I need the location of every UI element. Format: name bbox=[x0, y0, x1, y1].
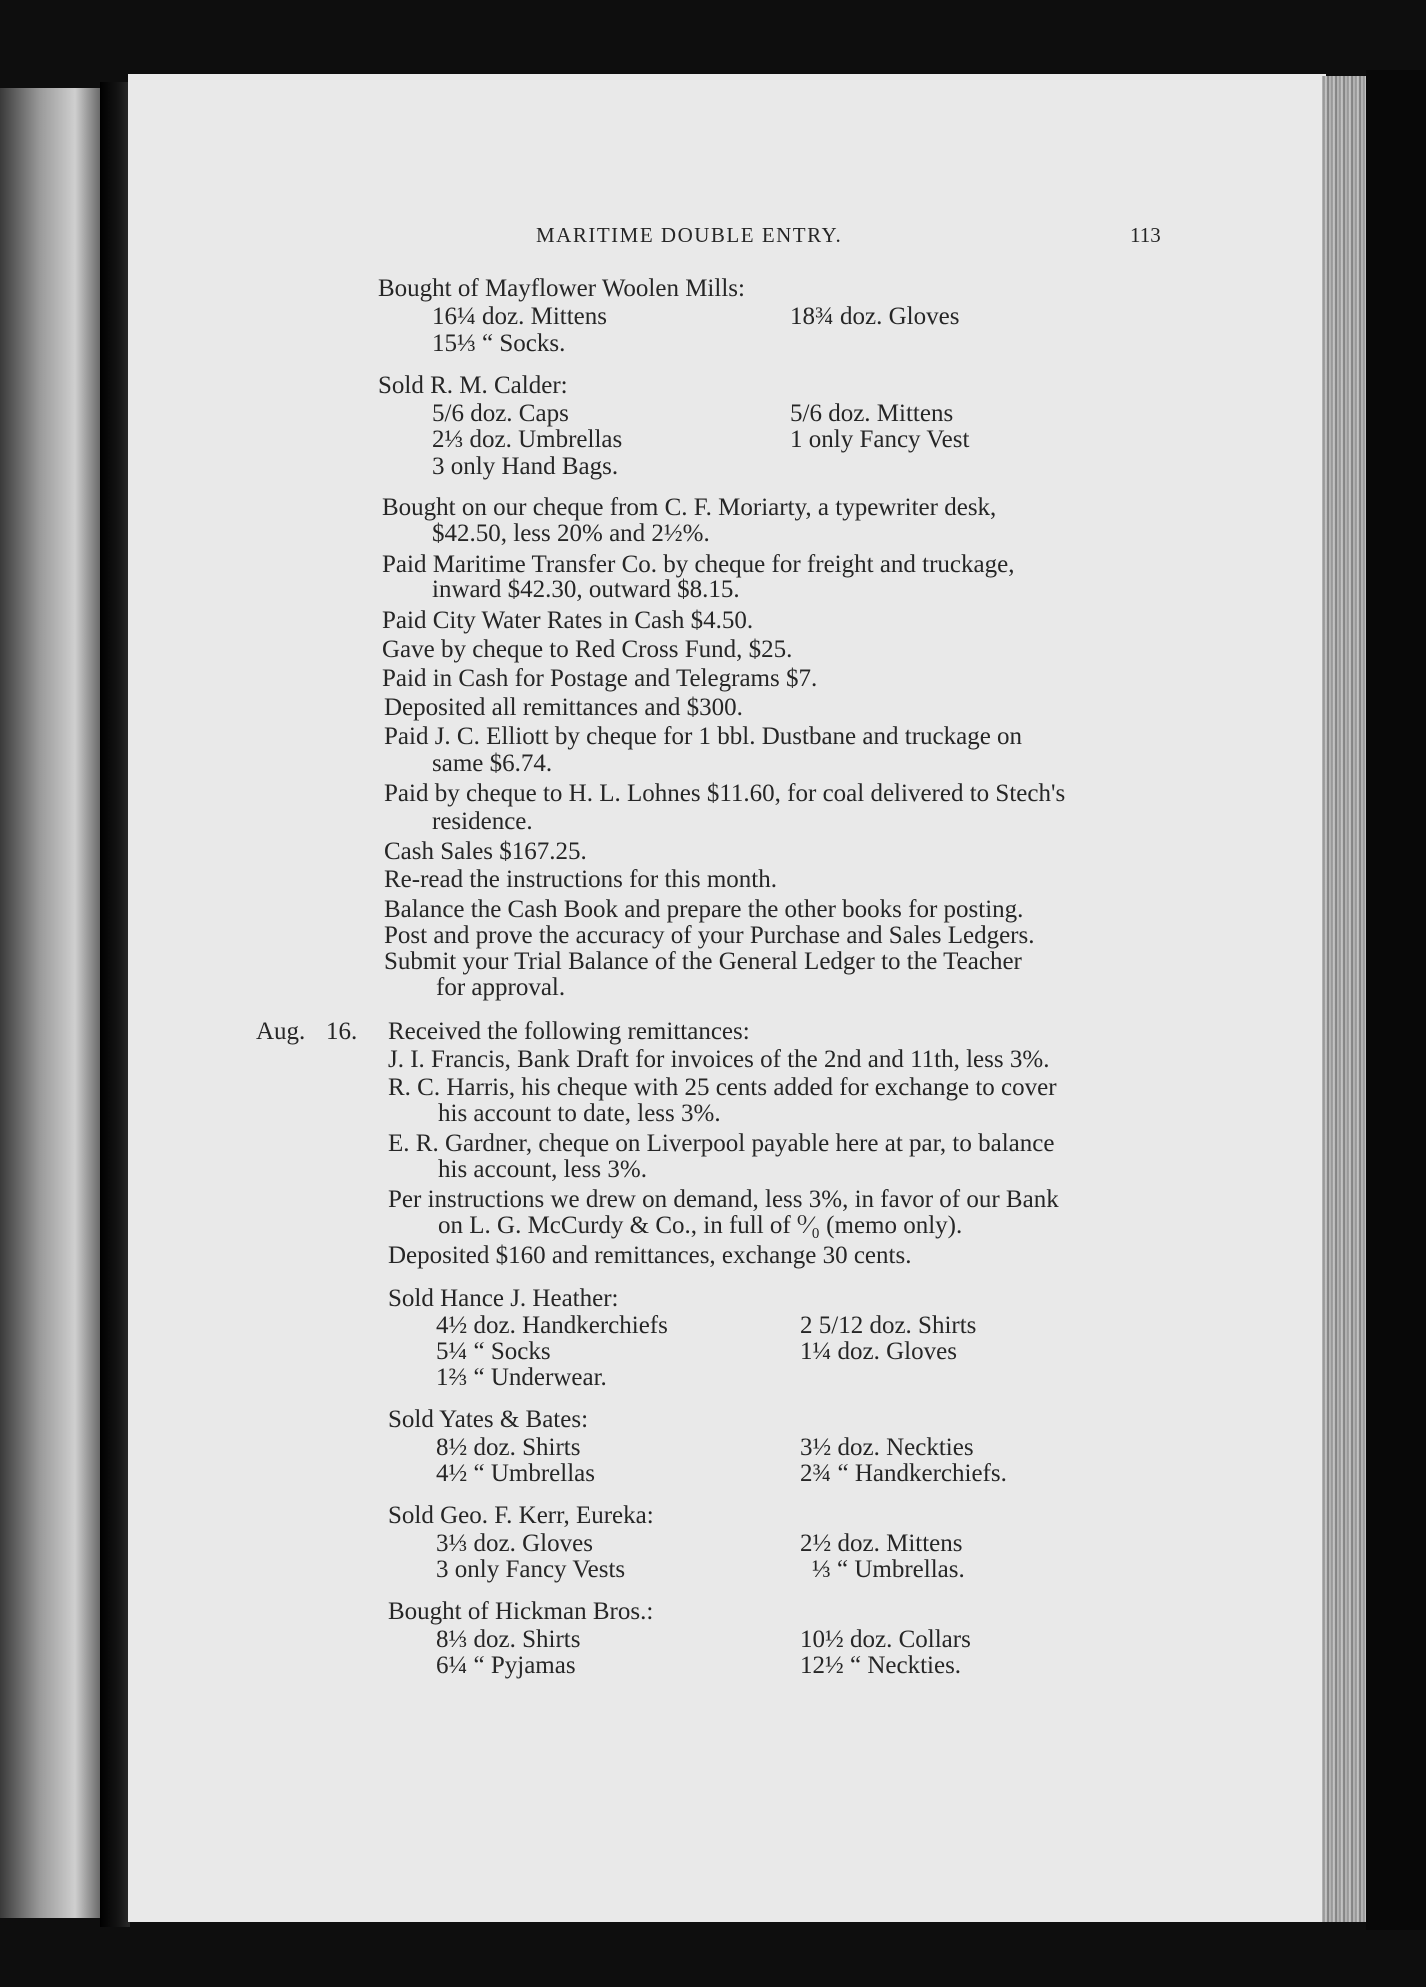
entry-line: Gave by cheque to Red Cross Fund, $25. bbox=[382, 636, 793, 663]
entry-line: 2½ doz. Mittens bbox=[800, 1530, 963, 1557]
entry-line: 16¼ doz. Mittens bbox=[432, 303, 607, 330]
entry-line: Paid by cheque to H. L. Lohnes $11.60, for coal delivered to Stech's bbox=[384, 780, 1066, 807]
entry-line: 2 5/12 doz. Shirts bbox=[800, 1312, 977, 1339]
entry-heading: Sold Yates & Bates: bbox=[388, 1406, 589, 1433]
entry-line: 8⅓ doz. Shirts bbox=[436, 1626, 581, 1653]
entry-line: 10½ doz. Collars bbox=[800, 1626, 971, 1653]
entry-line: Cash Sales $167.25. bbox=[384, 838, 587, 865]
entry-heading: Sold Geo. F. Kerr, Eureka: bbox=[388, 1502, 654, 1529]
entry-line: 3 only Fancy Vests bbox=[436, 1556, 626, 1583]
entry-heading: Sold Hance J. Heather: bbox=[388, 1285, 619, 1312]
entry-line: 1⅔ “ Underwear. bbox=[436, 1364, 607, 1391]
date-day: 16. bbox=[326, 1018, 358, 1045]
entry-line: 5/6 doz. Mittens bbox=[790, 400, 954, 427]
entry-line: his account, less 3%. bbox=[438, 1156, 647, 1183]
entry-line: Post and prove the accuracy of your Purchase and Sales Ledgers. bbox=[384, 922, 1035, 949]
entry-line: Deposited all remittances and $300. bbox=[384, 694, 743, 721]
entry-line: inward $42.30, outward $8.15. bbox=[432, 576, 740, 603]
entry-line: Submit your Trial Balance of the General Ledger to the Teacher bbox=[384, 948, 1022, 975]
entry-line: 6¼ “ Pyjamas bbox=[436, 1652, 576, 1679]
entry-line: Deposited $160 and remittances, exchange 30 cents. bbox=[388, 1242, 912, 1269]
entry-line: 4½ doz. Handkerchiefs bbox=[436, 1312, 668, 1339]
entry-line: 4½ “ Umbrellas bbox=[436, 1460, 595, 1487]
entry-line: Bought on our cheque from C. F. Moriarty, a typewriter desk, bbox=[382, 494, 997, 521]
entry-heading: Sold R. M. Calder: bbox=[378, 372, 568, 399]
entry-line: 2⅓ doz. Umbrellas bbox=[432, 426, 623, 453]
date-month: Aug. bbox=[256, 1018, 306, 1045]
entry-line: 5¼ “ Socks bbox=[436, 1338, 551, 1365]
running-title: MARITIME DOUBLE ENTRY. bbox=[536, 223, 843, 247]
entry-line: his account to date, less 3%. bbox=[438, 1100, 721, 1127]
entry-line: 1¼ doz. Gloves bbox=[800, 1338, 957, 1365]
entry-line: 1 only Fancy Vest bbox=[790, 426, 970, 453]
entry-line: Paid in Cash for Postage and Telegrams $7. bbox=[382, 665, 818, 692]
entry-line: 5/6 doz. Caps bbox=[432, 400, 569, 427]
entry-line: 3 only Hand Bags. bbox=[432, 453, 619, 480]
entry-line: residence. bbox=[432, 808, 533, 835]
entry-line: ⅓ “ Umbrellas. bbox=[812, 1556, 965, 1583]
entry-line: Received the following remittances: bbox=[388, 1018, 750, 1045]
entry-heading: Bought of Mayflower Woolen Mills: bbox=[378, 275, 745, 302]
entry-line: Paid City Water Rates in Cash $4.50. bbox=[382, 607, 754, 634]
entry-line: 8½ doz. Shirts bbox=[436, 1434, 581, 1461]
entry-line: R. C. Harris, his cheque with 25 cents added for exchange to cover bbox=[388, 1074, 1057, 1101]
entry-line: Re-read the instructions for this month. bbox=[384, 866, 777, 893]
entry-line: 15⅓ “ Socks. bbox=[432, 330, 566, 357]
entry-line: J. I. Francis, Bank Draft for invoices of the 2nd and 11th, less 3%. bbox=[388, 1046, 1050, 1073]
entry-line: E. R. Gardner, cheque on Liverpool payable here at par, to balance bbox=[388, 1130, 1055, 1157]
entry-line: Paid Maritime Transfer Co. by cheque for freight and truckage, bbox=[382, 551, 1015, 578]
entry-line: for approval. bbox=[436, 974, 566, 1001]
entry-heading: Bought of Hickman Bros.: bbox=[388, 1598, 654, 1625]
entry-line: 3⅓ doz. Gloves bbox=[436, 1530, 593, 1557]
page-number: 113 bbox=[1130, 223, 1161, 247]
entry-line: same $6.74. bbox=[432, 750, 553, 777]
entry-line: Paid J. C. Elliott by cheque for 1 bbl. Dustbane and truckage on bbox=[384, 723, 1023, 750]
entry-line: on L. G. McCurdy & Co., in full of ⁰⁄₀ (memo only). bbox=[438, 1212, 963, 1239]
entry-line: Balance the Cash Book and prepare the other books for posting. bbox=[384, 896, 1024, 923]
entry-line: $42.50, less 20% and 2½%. bbox=[432, 520, 710, 547]
entry-line: 18¾ doz. Gloves bbox=[790, 303, 960, 330]
entry-line: 2¾ “ Handkerchiefs. bbox=[800, 1460, 1007, 1487]
entry-line: 3½ doz. Neckties bbox=[800, 1434, 974, 1461]
entry-line: 12½ “ Neckties. bbox=[800, 1652, 962, 1679]
entry-line: Per instructions we drew on demand, less 3%, in favor of our Bank bbox=[388, 1186, 1059, 1213]
